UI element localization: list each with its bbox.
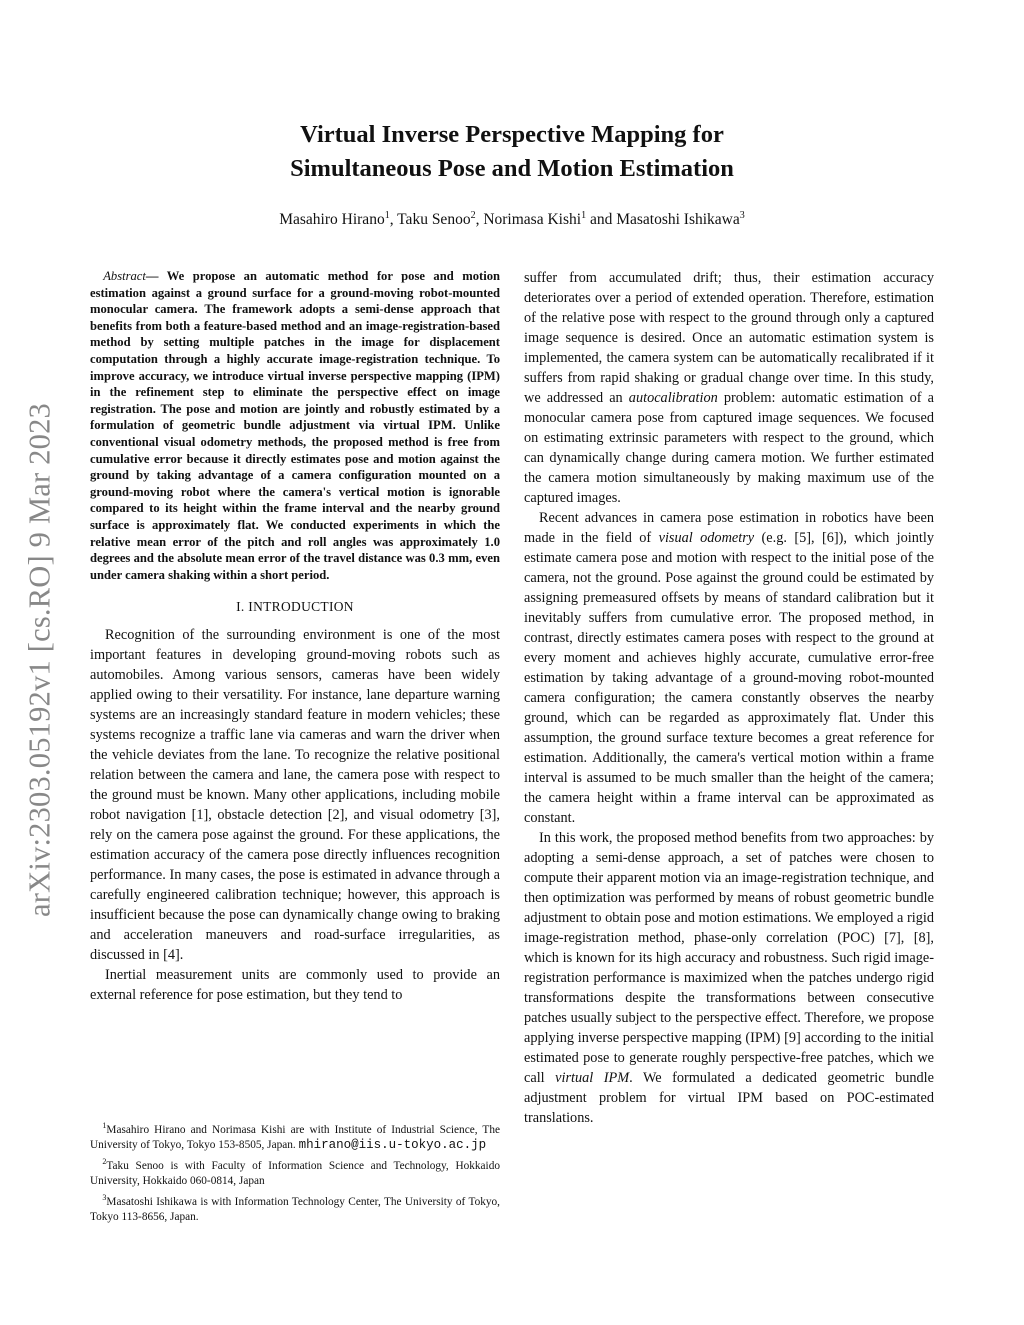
right-p3-emphasis: virtual IPM	[555, 1070, 630, 1086]
paper-title	[0, 118, 1024, 186]
abstract-text: — We propose an automatic method for pose and motion estimation against a ground surface for a ground-moving robot-mounted monocular camera. The framework adopts a semi-dense approach that benefits from both a feature-based method and an image-registration-based method by setting multiple patches in the image for displacement computation through a highly accurate image-registration technique. To improve accuracy, we introduce virtual inverse perspective mapping (IPM) in the refinement step to eliminate the perspective effect on image registration. The pose and motion are jointly and robustly estimated by a formulation of geometric bundle adjustment via virtual IPM. Unlike conventional visual odometry methods, the proposed method is free from cumulative error because it directly estimates pose and motion against the ground by taking advantage of a camera configuration mounted on a ground-moving robot where the camera's vertical motion is ignorable compared to its height within the frame interval and the nearby ground surface is approximately flat. We conducted experiments in which the relative mean error of the pitch and roll angles was approximately 1.0 degrees and the absolute mean error of the travel distance was 0.3 mm, even under camera shaking within a short period.	[90, 269, 500, 582]
footnote-1-mark: 1	[102, 1121, 107, 1130]
footnote-2-text: Taku Senoo is with Faculty of Information Science and Technology, Hokkaido University, Hokkaido 060-0814, Japan	[90, 1159, 500, 1188]
author-list	[0, 210, 1024, 229]
footnote-3-text: Masatoshi Ishikawa is with Information Technology Center, The University of Tokyo, Tokyo 113-8656, Japan.	[90, 1195, 500, 1223]
right-paragraph-1	[524, 268, 934, 508]
right-p3-part-a: In this work, the proposed method benefits from two approaches: by adopting a semi-dense approach, a set of patches were chosen to compute their apparent motion via an image-registration technique, and then optimization was performed by means of robust geometric bundle adjustment to obtain pose and motion estimations. We employed a rigid image-registration method, phase-only correlation (POC) [7], [8], which is known for its high accuracy and robustness. Such rigid image-registration performance is maximized when the patches undergo rigid transformations despite the transformations between consecutive patches usually subject to the perspective effect. Therefore, we propose applying inverse perspective mapping (IPM) [9] according to the initial estimated pose to generate roughly perspective-free patches, which we call	[524, 830, 934, 1086]
footnote-1-text: Masahiro Hirano and Norimasa Kishi are with Institute of Industrial Science, The University of Tokyo, Tokyo 153-8505, Japan.	[90, 1123, 500, 1152]
right-p1-part-b: problem: automatic estimation of a monocular camera pose from captured image sequences. We focused on estimating extrinsic parameters with respect to the ground, which can dynamically change during camera motion. We further estimated the camera motion simultaneously by making maximum use of the captured images.	[524, 390, 934, 506]
footnotes	[90, 1118, 500, 1225]
footnote-1	[90, 1118, 500, 1154]
affil-mark-2: 2	[470, 210, 476, 221]
right-p3-part-b: . We formulated a dedicated geometric bundle adjustment problem for virtual IPM based on POC-estimated translations.	[524, 1070, 934, 1126]
author-email: mhirano@iis.u-tokyo.ac.jp	[298, 1138, 487, 1153]
affil-mark-1: 1	[384, 210, 390, 221]
arxiv-sidebar	[5, 365, 75, 955]
abstract-label: Abstract	[103, 269, 146, 283]
right-p2-part-b: (e.g. [5], [6]), which jointly estimate camera pose and motion with respect to the initial pose of the camera, not the ground. Pose against the ground could be estimated by assigning premeasured offsets by means of standard calibration but it inevitably suffers from cumulative error. The proposed method, in contrast, directly estimates camera poses with respect to the ground at every moment and achieves highly accurate, cumulative error-free estimation by taking advantage of a ground-moving robot-mounted camera configuration; the camera constantly observes the nearby ground, which can be regarded as approximately flat. Under this assumption, the ground surface texture becomes a great reference for estimation. Additionally, the camera's vertical motion within a frame interval is assumed to be much smaller than the height of the camera; the camera height within a frame interval can be approximated as constant.	[524, 530, 934, 826]
footnote-3-mark: 3	[102, 1192, 107, 1202]
author-1: Masahiro Hirano	[279, 211, 385, 229]
right-paragraph-3	[524, 828, 934, 1128]
author-4: and Masatoshi Ishikawa	[586, 211, 740, 229]
title-line-2: Simultaneous Pose and Motion Estimation	[290, 155, 734, 182]
right-p1-part-a: suffer from accumulated drift; thus, their estimation accuracy deteriorates over a period of extended operation. Therefore, estimation of the relative pose with respect to the ground through only a captured image sequence is desired. Once an automatic estimation system is implemented, the camera system can be automatically recalibrated if it suffers from rapid shaking or gradual change over time. In this study, we addressed an	[524, 270, 934, 406]
footnote-2-mark: 2	[102, 1156, 107, 1166]
left-column	[90, 268, 500, 1005]
title-line-1: Virtual Inverse Perspective Mapping for	[300, 121, 724, 148]
intro-paragraph-2: Inertial measurement units are commonly used to provide an external reference for pose estimation, but they tend to	[90, 967, 500, 1004]
right-p2-emphasis: visual odometry	[658, 530, 755, 546]
intro-paragraph-1: Recognition of the surrounding environment is one of the most important features in developing ground-moving robots such as automobiles. Among various sensors, cameras have been widely applied owing to their versatility. For instance, lane departure warning systems are an increasingly standard feature in modern vehicles; these systems recognize a traffic lane via cameras and warn the driver when the vehicle deviates from the lane. To recognize the relative positional relation between the camera and lane, the camera pose with respect to the ground must be known. Many other applications, including mobile robot navigation [1], obstacle detection [2], and visual odometry [3], rely on the camera pose against the ground. For these applications, the estimation accuracy of the camera pose directly influences recognition performance. In many cases, the pose is estimated in advance through a carefully engineered calibration technique; however, this approach is insufficient because the pose can dynamically change owing to braking and acceleration maneuvers and road-surface irregularities, as discussed in [4].	[90, 627, 500, 964]
section-heading: I. INTRODUCTION	[236, 599, 354, 615]
right-p2-part-a: Recent advances in camera pose estimation in robotics have been made in the field of	[524, 510, 934, 546]
affil-mark-4: 3	[739, 210, 745, 221]
right-p1-emphasis: autocalibration	[628, 390, 718, 406]
right-column	[524, 268, 934, 1128]
affil-mark-3: 1	[581, 210, 587, 221]
abstract	[90, 268, 500, 583]
footnote-2	[90, 1154, 500, 1190]
arxiv-stamp: arXiv:2303.05192v1 [cs.RO] 9 Mar 2023	[22, 403, 57, 917]
author-2: , Taku Senoo	[389, 211, 471, 229]
footnote-3	[90, 1190, 500, 1226]
author-3: , Norimasa Kishi	[475, 211, 582, 229]
right-paragraph-2	[524, 508, 934, 828]
